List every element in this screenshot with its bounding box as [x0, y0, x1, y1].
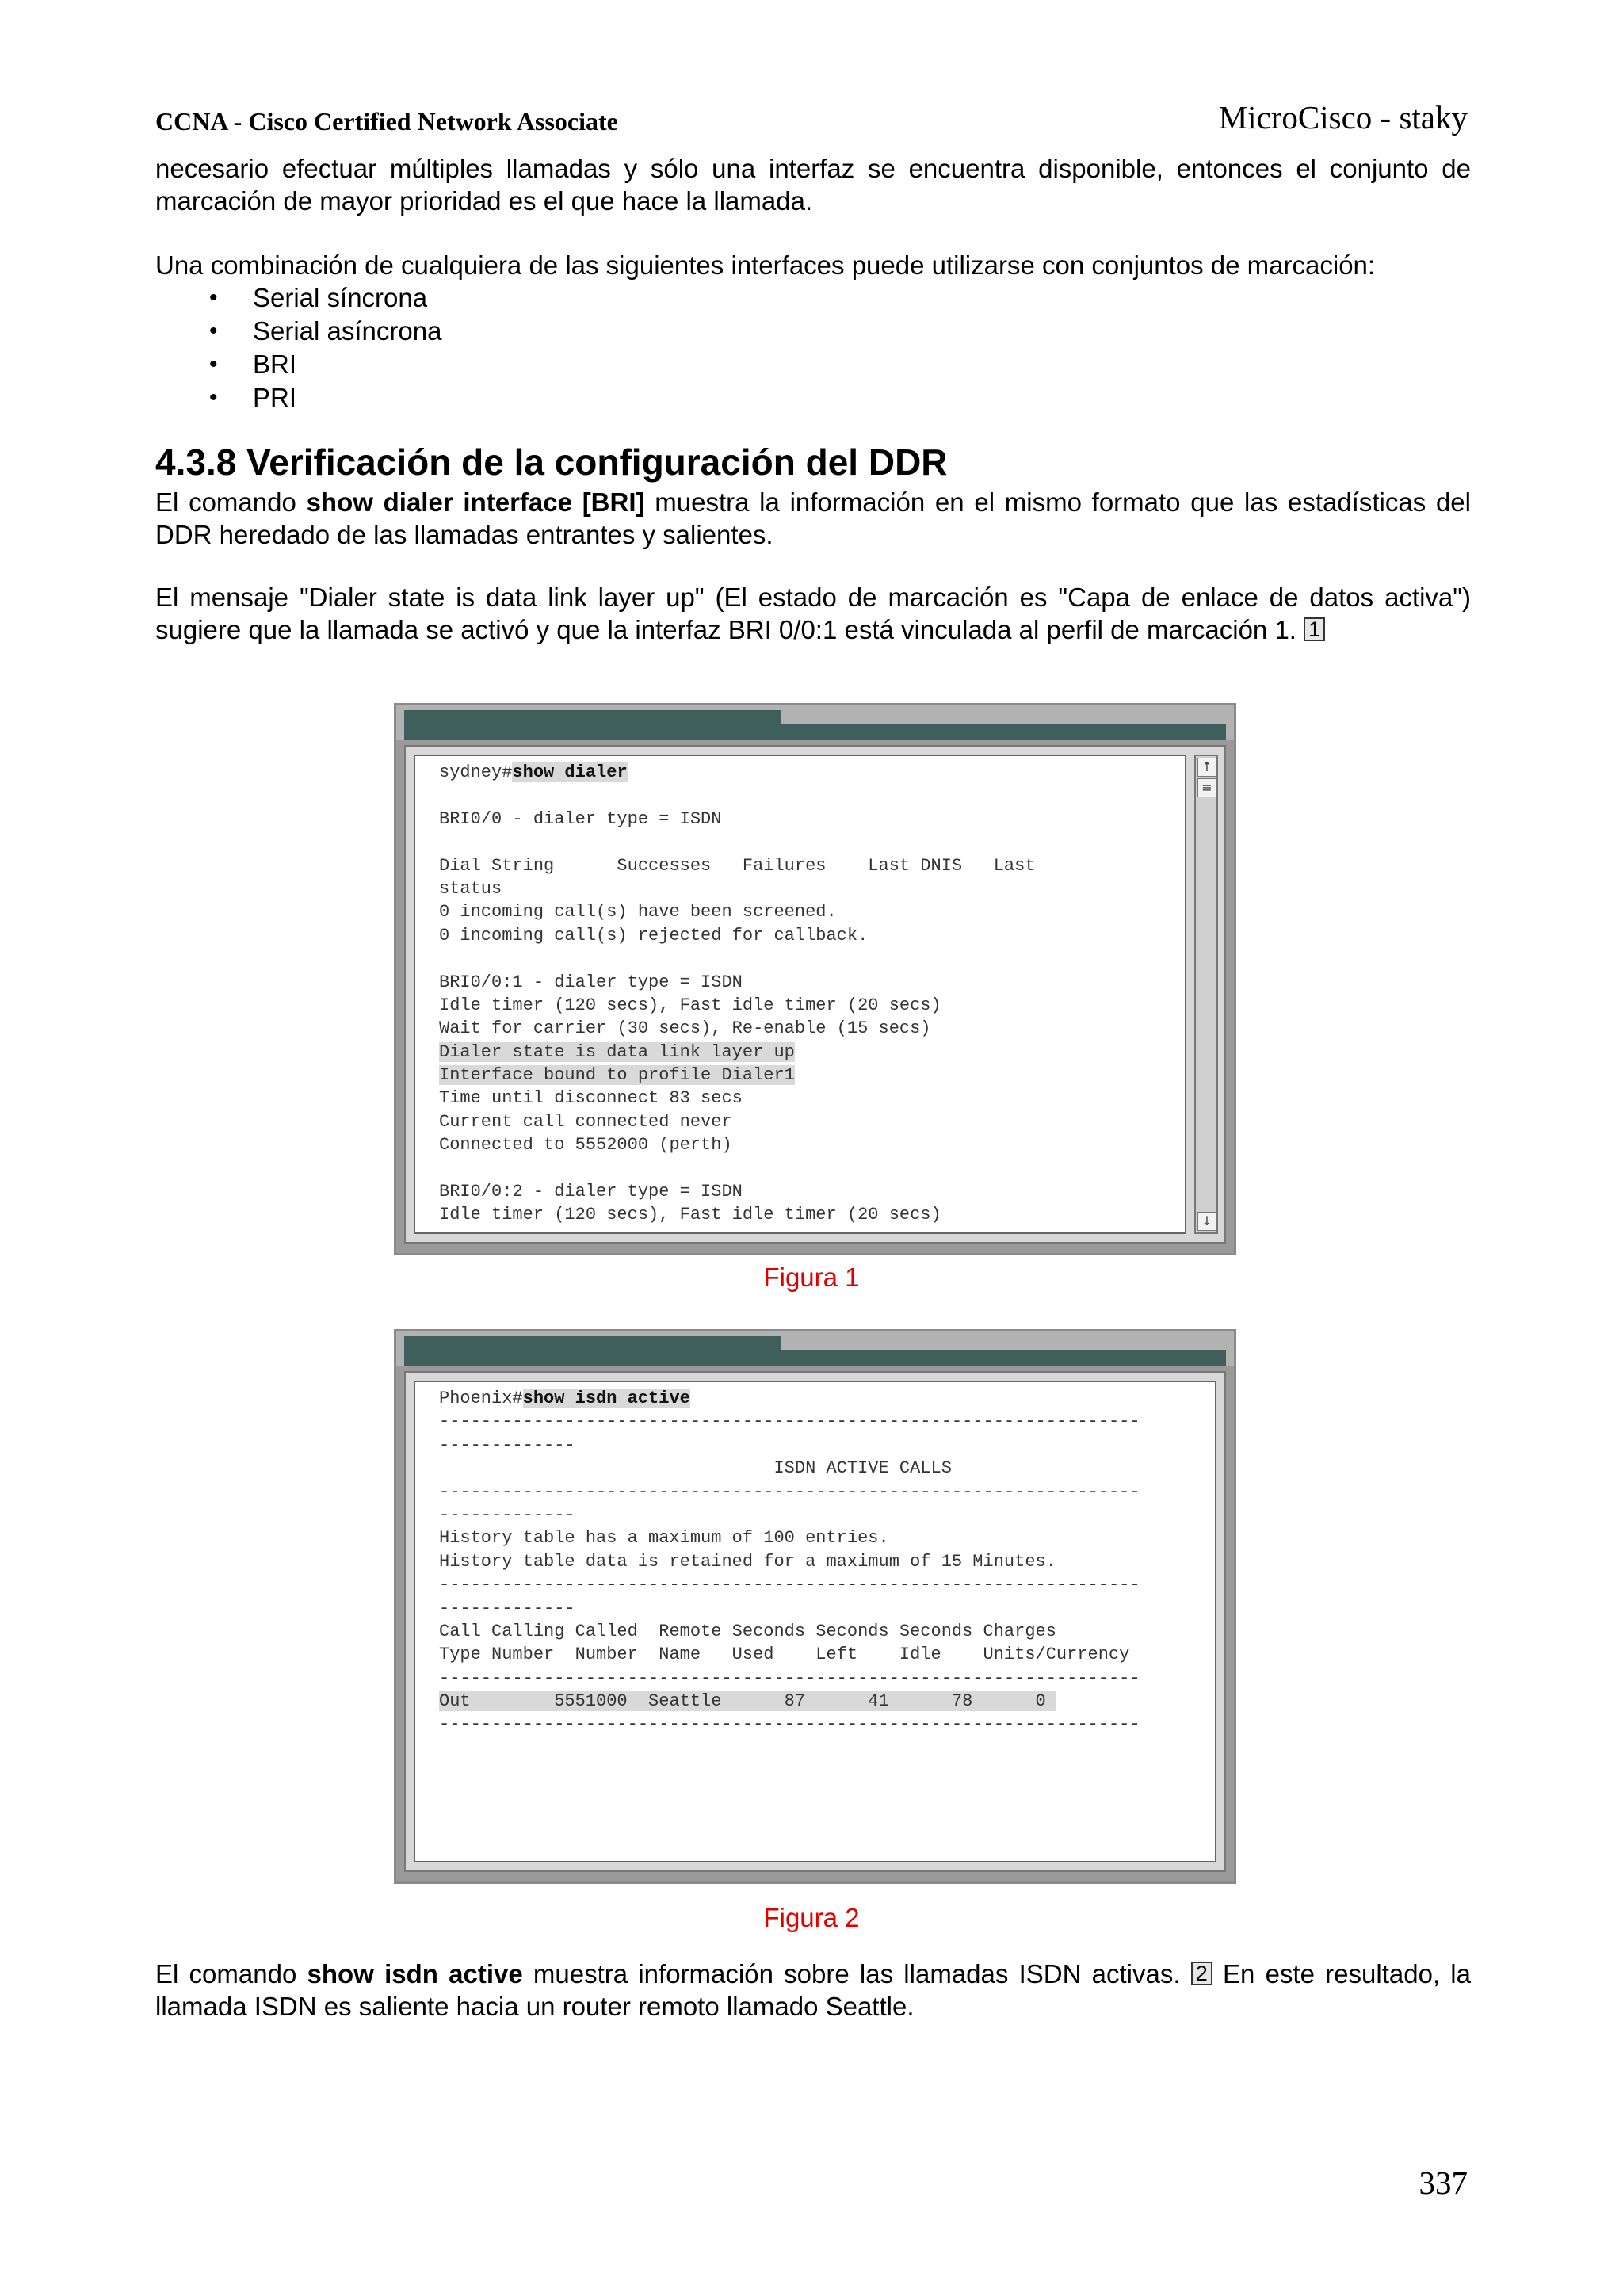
text: muestra la información en el mismo formato que las estadísticas del DDR heredado de las llamadas entrantes y salientes.: [155, 487, 1471, 549]
scrollbar[interactable]: [1194, 755, 1218, 1234]
terminal-line: [439, 831, 1185, 854]
terminal-line: -------------------------------------------------------------------: [439, 1481, 1140, 1502]
terminal-line: BRI0/0:2 - dialer type = ISDN: [439, 1182, 743, 1202]
panel-title-bar: [396, 1331, 1234, 1366]
prompt: Phoenix#: [439, 1389, 523, 1408]
text: En este resultado, la llamada ISDN es saliente hacia un router remoto llamado Seattle.: [155, 1959, 1471, 2021]
terminal-line: -------------------------------------------------------------------: [439, 1412, 1140, 1432]
terminal-line: Idle timer (120 secs), Fast idle timer (20 secs): [439, 995, 941, 1015]
terminal-line: Idle timer (120 secs), Fast idle timer (20 secs): [439, 1205, 941, 1225]
section-heading: 4.3.8 Verificación de la configuración del DDR: [155, 441, 948, 483]
terminal-line: -------------: [439, 1435, 575, 1455]
page-header: [155, 97, 1468, 136]
terminal-line: Type Number Number Name Used Left Idle Units/Currency: [439, 1645, 1130, 1665]
scroll-thumb-icon[interactable]: ≡: [1197, 778, 1216, 797]
command-line: [439, 761, 1185, 784]
terminal-line: 0 incoming call(s) rejected for callback.: [439, 925, 869, 946]
list-item: • Serial asíncrona: [155, 315, 1471, 348]
paragraph: Una combinación de cualquiera de las siguientes interfaces puede utilizarse con conjuntos de marcación:: [155, 250, 1376, 280]
paragraph: [155, 1958, 1471, 2023]
figure-ref-button[interactable]: 1: [1304, 617, 1325, 641]
terminal-line: Time until disconnect 83 secs: [439, 1088, 743, 1109]
terminal-frame: [404, 1371, 1226, 1872]
command-line: [439, 1387, 1215, 1410]
prompt: sydney#: [439, 762, 513, 782]
figure-2-caption: Figura 2: [763, 1903, 860, 1932]
header-left: CCNA - Cisco Certified Network Associate: [155, 107, 618, 136]
command-name: show dialer interface [BRI]: [306, 487, 645, 517]
command: show dialer: [512, 762, 628, 782]
list-item: • Serial síncrona: [155, 281, 1471, 315]
terminal-frame: [404, 745, 1226, 1244]
terminal-line: [439, 784, 1185, 807]
command: show isdn active: [522, 1389, 690, 1408]
terminal-line: BRI0/0:1 - dialer type = ISDN: [439, 972, 743, 992]
scroll-down-icon[interactable]: ↓: [1197, 1212, 1216, 1231]
paragraph: [155, 581, 1471, 646]
terminal-line: status: [439, 878, 502, 899]
terminal-line: -------------------------------------------------------------------: [439, 1668, 1140, 1688]
terminal-line: 0 incoming call(s) have been screened.: [439, 902, 837, 923]
terminal-line: Current call connected never: [439, 1111, 732, 1132]
figure-ref-button[interactable]: 2: [1191, 1962, 1212, 1985]
bullet-list: [155, 281, 1471, 415]
main-content: [155, 152, 1471, 646]
text: El mensaje "Dialer state is data link layer up" (El estado de marcación es "Capa de enlace de datos activa") sugiere que la llamada se activó y que la interfaz BRI 0/0:1 está vinculada al perfil de marcación 1.: [155, 583, 1471, 644]
panel-title-bar: [396, 705, 1234, 740]
terminal-line: BRI0/0 - dialer type = ISDN: [439, 808, 722, 829]
list-item: • BRI: [155, 348, 1471, 381]
terminal-line: History table data is retained for a maximum of 15 Minutes.: [439, 1551, 1056, 1572]
list-item: • PRI: [155, 381, 1471, 415]
text: El comando: [155, 1959, 307, 1988]
header-right: MicroCisco - staky: [1218, 99, 1468, 136]
terminal-line: -------------------------------------------------------------------: [439, 1575, 1140, 1595]
terminal-output: [414, 1381, 1216, 1862]
paragraph: necesario efectuar múltiples llamadas y sólo una interfaz se encuentra disponible, entonces el conjunto de marcación de mayor prioridad es el que hace la llamada.: [155, 154, 1471, 216]
terminal-line: -------------: [439, 1598, 575, 1618]
terminal-line: [439, 947, 1185, 970]
figure-2-panel: [394, 1329, 1236, 1884]
closing-paragraph: [155, 1958, 1471, 2023]
highlighted-line: Interface bound to profile Dialer1: [439, 1065, 795, 1086]
terminal-line: -------------------------------------------------------------------: [439, 1714, 1140, 1735]
figure-1-caption: Figura 1: [763, 1263, 860, 1292]
scroll-up-icon[interactable]: ↑: [1197, 758, 1216, 777]
table-row: Out 5551000 Seattle 87 41 78 0: [439, 1691, 1056, 1712]
terminal-line: ISDN ACTIVE CALLS: [439, 1458, 952, 1479]
page-number: 337: [1419, 2164, 1468, 2201]
terminal-line: -------------: [439, 1504, 575, 1525]
terminal-line: Connected to 5552000 (perth): [439, 1135, 732, 1156]
terminal-line: Dial String Successes Failures Last DNIS Last: [439, 855, 1036, 876]
terminal-line: [439, 1157, 1185, 1180]
terminal-line: Wait for carrier (30 secs), Re-enable (15 secs): [439, 1018, 931, 1039]
terminal-output: [414, 755, 1186, 1234]
terminal-line: History table has a maximum of 100 entries.: [439, 1528, 889, 1549]
highlighted-line: Dialer state is data link layer up: [439, 1041, 795, 1062]
figure-1-panel: [394, 703, 1236, 1255]
text: muestra información sobre las llamadas ISDN activas.: [522, 1959, 1181, 1988]
paragraph: [155, 486, 1471, 551]
terminal-line: Call Calling Called Remote Seconds Seconds Seconds Charges: [439, 1621, 1056, 1641]
text: El comando: [155, 487, 307, 517]
command-name: show isdn active: [307, 1959, 523, 1988]
